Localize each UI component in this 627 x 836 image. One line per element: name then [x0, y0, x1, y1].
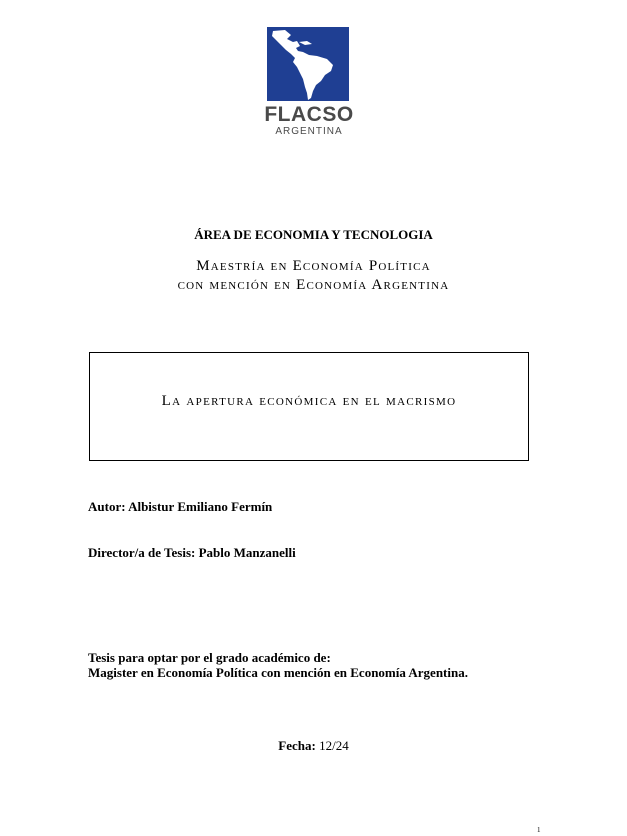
- thesis-title-box: [89, 352, 529, 461]
- area-heading: ÁREA DE ECONOMIA Y TECNOLOGIA: [194, 227, 433, 242]
- thesis-degree-name: Magister en Economía Política con mención en Economía Argentina.: [88, 665, 468, 680]
- thesis-degree-intro: Tesis para optar por el grado académico de:: [88, 650, 331, 665]
- program-line-1: Maestría en Economía Política: [196, 258, 431, 274]
- page-number: 1: [537, 826, 541, 834]
- director-line: Director/a de Tesis: Pablo Manzanelli: [88, 545, 296, 560]
- thesis-title: La apertura económica en el macrismo: [161, 393, 457, 409]
- flacso-map-icon: [267, 27, 349, 101]
- logo-wordmark: FLACSO: [264, 103, 354, 126]
- date-line: [0, 738, 627, 754]
- author-line: Autor: Albistur Emiliano Fermín: [88, 499, 273, 514]
- program-line-2: con mención en Economía Argentina: [177, 277, 450, 293]
- logo-subtitle: ARGENTINA: [275, 126, 343, 137]
- date-value: 12/24: [319, 738, 349, 753]
- date-label: Fecha:: [278, 738, 316, 753]
- program-heading: [0, 257, 627, 295]
